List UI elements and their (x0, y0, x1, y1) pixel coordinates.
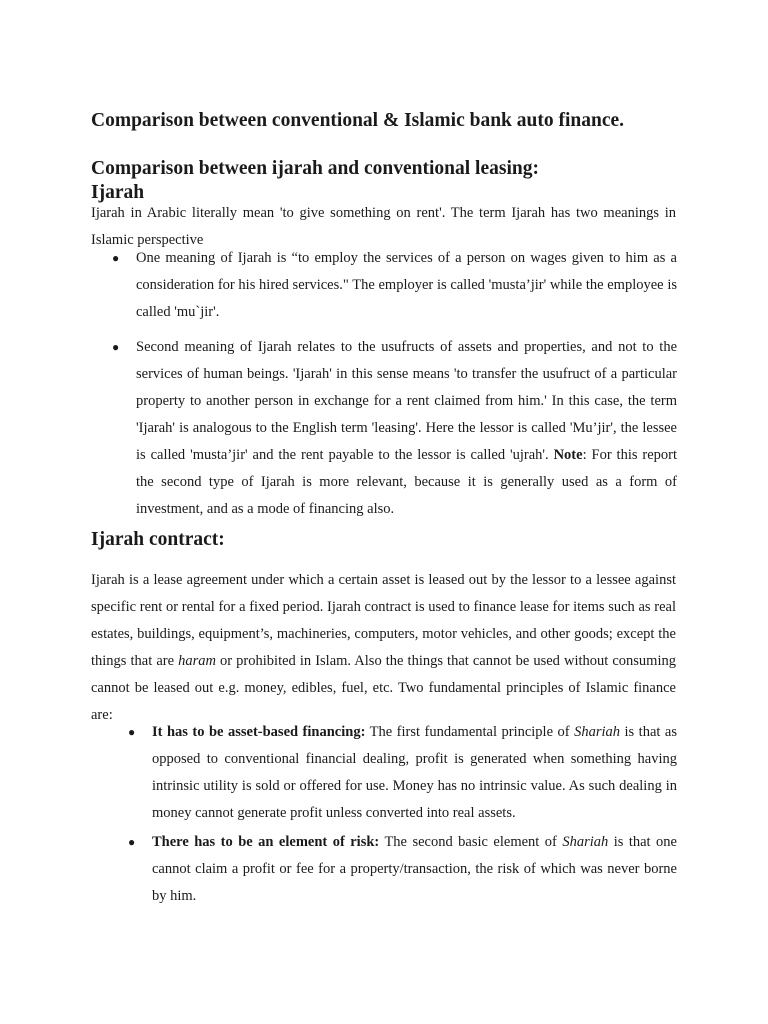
list-item (112, 245, 677, 326)
principle-one-text1: The first fundamental principle of (365, 724, 575, 740)
list-item (128, 719, 677, 827)
comparison-heading: Comparison between ijarah and conventional leasing: (91, 158, 539, 179)
contract-text-part1: Ijarah is a lease agreement under which a certain asset is leased out by the lessor to a lessee against specific rent or rental for a fixed period. Ijarah contract is used to finance lease for items such as real estates, buildings, equipment’s, machineries, computers, motor vehicles, and other goods; except the things that are (91, 572, 676, 669)
ijarah-contract-paragraph (91, 567, 676, 729)
contract-text-part2: or prohibited in Islam. Also the things that cannot be used without consuming cannot be leased out e.g. money, edibles, fuel, etc. Two fundamental principles of Islamic finance are: (91, 653, 676, 723)
meaning-two-text: Second meaning of Ijarah relates to the usufructs of assets and properties, and not to the services of human beings. 'Ijarah' in this sense means 'to transfer the usufruct of a particular property to another person in exchange for a rent claimed from him.' In this case, the term 'Ijarah' is analogous to the English term 'leasing'. Here the lessor is called 'Mu’jir', the lessee is called 'musta’jir' and the rent payable to the lessor is called 'ujrah'. (136, 339, 677, 463)
bullet-icon: ● (112, 251, 120, 265)
note-text: : For this report the second type of Ijarah is more relevant, because it is generally used as a form of investment, and as a mode of financing also. (136, 447, 678, 517)
ijarah-heading: Ijarah (91, 182, 145, 203)
ijarah-contract-heading: Ijarah contract: (91, 529, 225, 550)
principle-two-text1: The second basic element of (379, 834, 563, 850)
ijarah-meanings-list (112, 245, 678, 523)
principles-list (128, 719, 677, 910)
principle-two-text2: is that one cannot claim a profit or fee for a property/transaction, the risk of which was never borne by him. (152, 834, 677, 904)
list-item (128, 829, 677, 910)
principle-one-label: It has to be asset-based financing: (152, 724, 366, 740)
principle-one-text2: is that as opposed to conventional financial dealing, profit is generated when something having intrinsic utility is sold or offered for use. Money has no intrinsic value. As such dealing in money cannot generate profit unless converted into real assets. (152, 724, 677, 821)
list-item (112, 334, 678, 523)
bullet-icon: ● (128, 835, 136, 849)
bullet-icon: ● (128, 725, 136, 739)
haram-term: haram (178, 653, 216, 669)
meaning-one-text: One meaning of Ijarah is “to employ the services of a person on wages given to him as a consideration for his hired services." The employer is called 'musta’jir' while the employee is called 'mu`jir'. (136, 250, 677, 320)
note-label: Note (553, 447, 583, 463)
document-title: Comparison between conventional & Islamic bank auto finance. (91, 110, 625, 131)
bullet-icon: ● (112, 340, 120, 354)
ijarah-intro-paragraph: Ijarah in Arabic literally mean 'to give something on rent'. The term Ijarah has two meanings in Islamic perspective (91, 205, 676, 248)
principle-two-shariah: Shariah (562, 834, 609, 850)
principle-two-label: There has to be an element of risk: (152, 834, 380, 850)
principle-one-shariah: Shariah (574, 724, 621, 740)
